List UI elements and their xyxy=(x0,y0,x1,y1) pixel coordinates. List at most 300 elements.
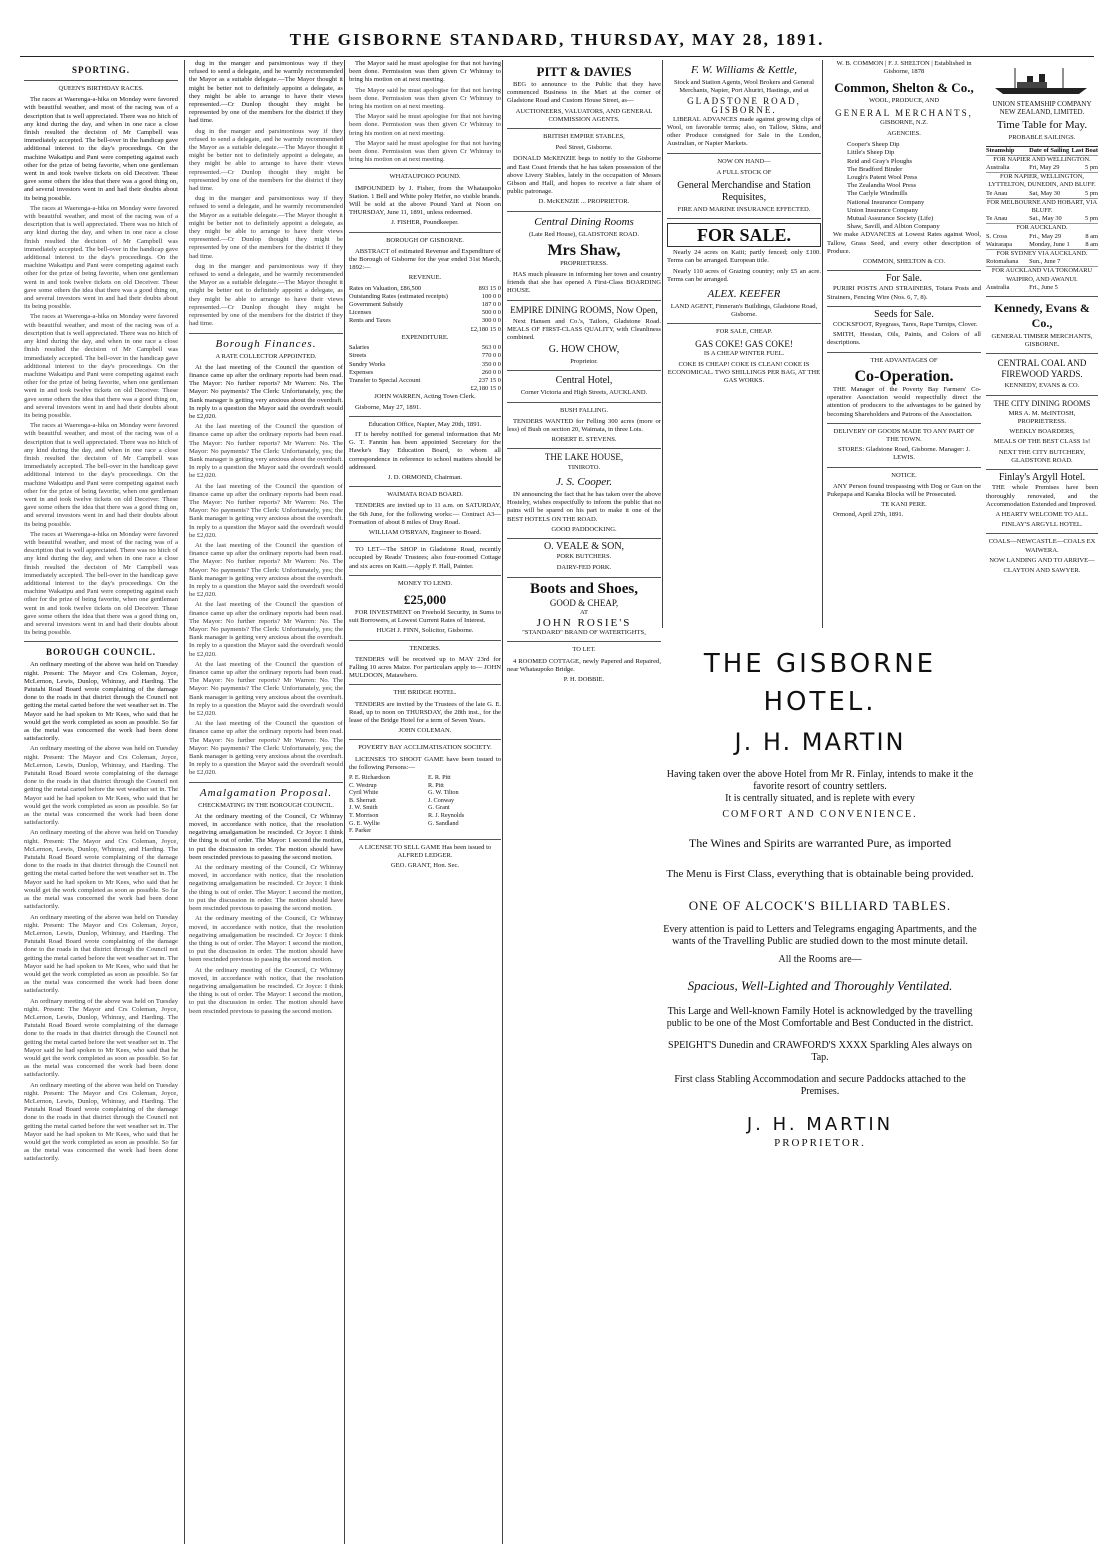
licensee-name: C. Westrup xyxy=(349,781,377,789)
licensee-name: B. Sherratt xyxy=(349,796,376,804)
finlay-argyll-sig: FINLAY'S ARGYLL HOTEL. xyxy=(1001,521,1083,529)
gisborne-nz: GISBORNE, N.Z. xyxy=(880,118,928,126)
divider xyxy=(189,333,343,334)
finance-article-cont3: At the last meeting of the Council the question of finance came up after the ordinary reports had been read. The Mayor: No further reports? Mr Warren: No. The Mayor: No payments? The Clerk: Unfortunately, yes; the Bank manager is getting very anxious about the overdraft. In reply to a question the Mayor said the overdraft would be £2,020. xyxy=(189,541,343,599)
williams-kettle-sub: Stock and Station Agents, Wool Brokers and General Merchants, Napier, Port Ahuriri, Hastings, and at xyxy=(674,79,814,95)
divider xyxy=(667,218,821,219)
divider xyxy=(986,395,1098,396)
licensee-name: R. Pitt xyxy=(428,781,444,789)
sailings-header-cell: Last Boat xyxy=(1071,146,1098,154)
hotel-attention: Every attention is paid to Letters and Telegrams engaging Apartments, and the wants of the Travelling Public are studied down to the most minute detail. xyxy=(663,924,977,947)
lake-house-location: TINIROTO. xyxy=(567,463,601,471)
sailing-row-cell: 8 am xyxy=(1085,240,1098,248)
sailing-row-cell: 5 pm xyxy=(1085,215,1098,223)
agency-item: Union Insurance Company xyxy=(847,206,919,214)
sailing-row-cell: S. Cross xyxy=(986,232,1008,240)
agency-item: The Zealandia Wool Press xyxy=(847,182,917,190)
revenue-row-cell: 300 0 0 xyxy=(481,317,501,325)
probable-sailings: PROBABLE SAILINGS. xyxy=(1008,134,1076,142)
column-7 xyxy=(982,60,1098,1544)
licensee-name: G. Sandland xyxy=(428,819,459,827)
now-on-hand: NOW ON HAND— xyxy=(717,157,771,165)
for-sale-cheap: FOR SALE, CHEAP. xyxy=(716,328,772,336)
agency-item: Lough's Patent Wool Press xyxy=(847,174,918,182)
ormond-date: Ormond, April 27th, 1891. xyxy=(833,511,904,519)
stevens-signature: ROBERT E. STEVENS. xyxy=(551,436,617,444)
cooperation-heading: Co-Operation. xyxy=(854,367,954,385)
amalgamation-article-cont2: At the ordinary meeting of the Council, Cr Whinray moved, in accordance with notice, that the resolution negativing amalgamation be rescinded. Cr Joyce: I think the thing is out of order. The Mayor: I second the motion, to put the discussion in order. The motion should have been rescinded previous to passing the second motion. xyxy=(189,915,343,964)
cooper-name: J. S. Cooper. xyxy=(556,475,612,488)
sailing-row-cell xyxy=(1072,258,1098,267)
licensee-name: Cyril White xyxy=(349,789,379,797)
sailing-row-cell: Sat., May 30 xyxy=(1029,215,1062,223)
expenditure-row-cell: Transfer to Special Account xyxy=(349,376,421,384)
keefer-sub: LAND AGENT, Finneran's Buildings, Gladstone Road, Gisborne. xyxy=(670,303,818,319)
revenue-row-cell: Outstanding Rates (estimated receipts) xyxy=(349,292,448,300)
licensee-name: R. J. Reynolds xyxy=(428,811,465,819)
divider xyxy=(667,153,821,154)
dining-rooms-address: (Late Red House), GLADSTONE ROAD. xyxy=(528,230,639,238)
finance-article-cont2: At the last meeting of the Council the question of finance came up after the ordinary reports had been read. The Mayor: No further reports? Mr Warren: No. The Mayor: No payments? The Clerk: Unfortunately, yes; the Bank manager is getting very anxious about the overdraft. In reply to a question the Mayor said the overdraft would be £2,020. xyxy=(189,482,343,539)
mckenzie-signature: D. McKENZIE ... PROPRIETOR. xyxy=(538,198,630,206)
revenue-row-cell: Government Subsidy xyxy=(349,301,404,309)
borough-article-cont5: An ordinary meeting of the above was held on Tuesday night. Present: The Mayor and Crs Coleman, Joyce, McLernon, Lewis, Dunlop, Whinray, and Harding. The Patutahi Road Board wrote complaining of the damage done to the roads in that district through the Council not getting the metal carted before the wet weather set in. The Mayor said he had spoken to Mr Kees, who said that he would get the work completed as soon as possible. So far as the metal was concerned the work had been done satisfactorily. xyxy=(24,1081,178,1163)
agency-item: Cooper's Sheep Dip xyxy=(847,141,900,149)
revenue-row xyxy=(349,309,501,317)
masthead: THE GISBORNE STANDARD, THURSDAY, MAY 28, 1891. xyxy=(289,30,825,49)
gas-coke-sub: IS A CHEAP WINTER FUEL. xyxy=(703,349,785,357)
education-office: Education Office, Napier, May 20th, 1891. xyxy=(368,420,482,428)
sailings-header-cell: Steamship xyxy=(986,146,1015,154)
bridge-hotel-heading: THE BRIDGE HOTEL. xyxy=(393,689,457,697)
licensee-name: J. W. Smith xyxy=(349,804,378,812)
revenue-row-cell: 100 0 0 xyxy=(481,292,501,300)
revenue-row-cell: 187 0 0 xyxy=(481,301,501,309)
standard-brand: "STANDARD" BRAND OF WATERTIGHTS, xyxy=(522,629,646,637)
dining-rooms-heading: Central Dining Rooms xyxy=(534,215,634,228)
sailing-row xyxy=(986,250,1098,259)
agency-item: The Bradford Binder xyxy=(847,165,903,173)
bridge-hotel-notice: TENDERS are invited by the Trustees of the late G. E. Read, up to noon on THURSDAY, the 28th inst., for the lease of the Bridge Hotel for a term of Seven Years. xyxy=(349,700,501,724)
gas-coke-text: COKE IS CHEAP! COKE IS CLEAN! COKE IS ECONOMICAL. TWO SHILLINGS PER BAG, AT THE GAS WORKS. xyxy=(667,361,821,385)
te-kani-pere: TE KANI PERE. xyxy=(881,501,927,509)
revenue-table xyxy=(349,285,501,334)
expenditure-row-cell: Sundry Works xyxy=(349,360,386,368)
seeds-heading: Seeds for Sale. xyxy=(874,308,934,320)
for-sale-heading: For Sale. xyxy=(885,273,923,285)
agency-item: Reid and Gray's Ploughs xyxy=(847,157,913,165)
divider xyxy=(349,232,501,233)
finance-article-cont6: At the last meeting of the Council the question of finance came up after the ordinary reports had been read. The Mayor: No further reports? Mr Warren: No. The Mayor: No payments? The Clerk: Unfortunately, yes; the Bank manager is getting very anxious about the overdraft. In reply to a question the Mayor said the overdraft would be £2,020. xyxy=(189,720,343,777)
divider xyxy=(24,641,178,642)
divider xyxy=(507,577,661,578)
common-shelton-names: W. B. COMMON | F. J. SHELTON | Established in Gisborne, 1878 xyxy=(836,60,972,76)
to-let-notice: TO LET—The SHOP in Gladstone Road, recently occupied by Reads' Trustees; also four-roomed Cottage and six acres on Kaiti.—Apply F. Hall, Painter. xyxy=(349,546,501,570)
council-article-cont3: dug in the manger and parsimonious way if they refused to send a delegate, and he warmly recommended the Mayor as a suitable delegate.—The Mayor thought it might be better not to definitely appoint a delegate, as they might be able to arrange to have their views represented.—Cr Dunlop thought they might be represented by one of the members for the district if they had time. xyxy=(189,262,343,328)
sailing-row xyxy=(986,215,1098,224)
divider xyxy=(349,168,501,169)
mayor-article-cont2: The Mayor said he must apologise for that not having been done. Permission was then given Cr Whinray to bring his motion on at next meeting. xyxy=(349,113,501,137)
fire-marine: FIRE AND MARINE INSURANCE EFFECTED. xyxy=(677,206,811,214)
checkmating-heading: CHECKMATING IN THE BOROUGH COUNCIL. xyxy=(198,801,334,809)
sailing-row xyxy=(986,224,1098,233)
tenders-heading: TENDERS. xyxy=(409,644,441,652)
hotel-title: THE GISBORNE HOTEL. xyxy=(703,649,937,717)
finance-article-cont5: At the last meeting of the Council the question of finance came up after the ordinary reports had been read. The Mayor: No further reports? Mr Warren: No. The Mayor: No payments? The Clerk: Unfortunately, yes; the Bank manager is getting very anxious about the overdraft. In reply to a question the Mayor said the overdraft would be £2,020. xyxy=(189,660,343,718)
divider xyxy=(349,575,501,576)
sailing-row xyxy=(986,267,1098,284)
divider xyxy=(24,80,178,81)
amalgamation-heading: Amalgamation Proposal. xyxy=(199,786,333,799)
paddocking: GOOD PADDOCKING. xyxy=(551,525,617,533)
bush-falling-heading: BUSH FALLING. xyxy=(560,406,608,414)
central-hotel-address: Corner Victoria and High Streets, AUCKLAND. xyxy=(520,389,648,397)
tenders-notice: TENDERS will be received up to MAY 23rd for Falling 10 acres Maize. For particulars apply to— JOHN MULDOON, Matawhero. xyxy=(349,655,501,680)
races-article-cont: The races at Waerenga-a-hika on Monday were favored with beautiful weather, and most of the racing was of a description that is well appreciated. There was no hitch of any kind during the day, and when in one race a close finish resulted the decision of Mr Campbell was immediately accepted. The bell-over in the handicap gave additional interest to the day's proceedings. On the machine Wakatipu and Pani were competing against each other for the prize of being favorite, when one gentleman went in and took twelve tickets on old Deceiver. These gave some others the idea that there was a good thing on, and several investors went in and had their doubts about its being possible. xyxy=(24,204,178,311)
mayor-article: The Mayor said he must apologise for that not having been done. Permission was then given Cr Whinray to bring his motion on at next meeting. xyxy=(349,60,501,84)
borough-article-cont3: An ordinary meeting of the above was held on Tuesday night. Present: The Mayor and Crs Coleman, Joyce, McLernon, Lewis, Dunlop, Whinray, and Harding. The Patutahi Road Board wrote complaining of the damage done to the roads in that district through the Council not getting the metal carted before the wet weather set in. The Mayor said he had spoken to Mr Kees, who said that he would get the work completed as soon as possible. So far as the metal was concerned the work had been done satisfactorily. xyxy=(24,913,178,995)
revenue-heading: REVENUE. xyxy=(408,274,442,282)
gas-coke: GAS COKE! GAS COKE! xyxy=(695,338,793,349)
divider xyxy=(349,839,501,840)
sailing-row xyxy=(986,155,1098,164)
steamship-icon xyxy=(987,64,1097,98)
revenue-row xyxy=(349,317,501,325)
sailing-row-cell: Wairarapa xyxy=(986,240,1013,248)
column-4 xyxy=(502,60,661,1544)
races-article: The races at Waerenga-a-hika on Monday were favored with beautiful weather, and most of the racing was of a description that is well appreciated. There was no hitch of any kind during the day, and when in one race a close finish resulted the decision of Mr Campbell was immediately accepted. The bell-over in the handicap gave additional interest to the day's proceedings. On the machine Wakatipu and Pani were competing against each other for the prize of being favorite, when one gentleman went in and took twelve tickets on old Deceiver. These gave some others the idea that there was a good thing on, and several investors went in and had their doubts about its being possible. xyxy=(24,96,178,202)
mcintosh: MRS A. M. McINTOSH, PROPRIETRESS. xyxy=(1008,409,1076,426)
hotel-proprietor-title: PROPRIETOR. xyxy=(774,1137,866,1149)
notice-heading: NOTICE. xyxy=(891,471,917,479)
money-amount: £25,000 xyxy=(403,591,447,607)
expenditure-row-cell: Salaries xyxy=(349,344,370,352)
divider xyxy=(507,538,661,539)
boots-at: AT xyxy=(579,608,589,616)
divider xyxy=(827,306,981,307)
hotel-comfort: COMFORT AND CONVENIENCE. xyxy=(722,809,918,820)
sailing-row-cell: Fri., May 29 xyxy=(1029,232,1062,240)
stores-text: STORES: Gladstone Road, Gisborne. Manager: J. LEWIS. xyxy=(837,446,971,462)
divider xyxy=(349,486,501,487)
divider xyxy=(827,423,981,424)
divider xyxy=(507,300,661,301)
mayor-article-cont3: The Mayor said he must apologise for that not having been done. Permission was then given Cr Whinray to bring his motion on at next meeting. xyxy=(349,139,501,164)
sailing-row-cell: Australia xyxy=(986,283,1010,291)
waimata-notice: TENDERS are invited up to 11 a.m. on SATURDAY, the 6th June, for the following works:— Contract A3—Formation of about 8 miles of Dray Road. xyxy=(349,502,501,526)
divider xyxy=(349,416,501,417)
licensee-list xyxy=(349,774,501,835)
licensee-name: F. Parker xyxy=(349,827,372,835)
hotel-intro: Having taken over the above Hotel from Mr R. Finlay, intends to make it the favorite resort of country settlers. xyxy=(666,769,974,792)
cooperation-text: THE Manager of the Poverty Bay Farmers' Co-operative Association would respectfully direct the attention of producers to the advantages to be gained by becoming Shareholders and Patrons of the Association. xyxy=(827,385,981,418)
rate-collector-heading: A RATE COLLECTOR APPOINTED. xyxy=(215,352,317,360)
expenditure-row xyxy=(349,377,501,385)
lake-house-heading: THE LAKE HOUSE, xyxy=(544,452,624,463)
for-sale-heading: FOR SALE. xyxy=(667,223,821,247)
sailing-row-cell: Monday, June 1 xyxy=(1029,240,1070,248)
column-1 xyxy=(24,60,178,1544)
expenditure-row-cell xyxy=(349,385,456,393)
sailing-row-cell: 5 pm xyxy=(1085,189,1098,197)
sailing-row-heading: FOR NAPIER, WELLINGTON, LYTTELTON, DUNEDIN, AND BLUFF. xyxy=(986,173,1098,190)
revenue-row xyxy=(349,326,501,334)
licensee-name: E. R. Pitt xyxy=(428,774,451,782)
grant-signature: GEO. GRANT, Hon. Sec. xyxy=(390,862,460,870)
agency-item: Shaw, Savill, and Albion Company xyxy=(847,223,940,231)
city-dining-rooms: THE CITY DINING ROOMS xyxy=(993,398,1091,408)
borough-council-heading: BOROUGH COUNCIL. xyxy=(45,647,156,658)
races-article-cont2: The races at Waerenga-a-hika on Monday were favored with beautiful weather, and most of the racing was of a description that is well appreciated. There was no hitch of any kind during the day, and when in one race a close finish resulted the decision of Mr Campbell was immediately accepted. The bell-over in the handicap gave additional interest to the day's proceedings. On the machine Wakatipu and Pani were competing against each other for the prize of being favorite, when one gentleman went in and took twelve tickets on old Deceiver. These gave some others the idea that there was a good thing on, and several investors went in and had their doubts about its being possible. xyxy=(24,313,178,419)
sailing-row xyxy=(986,258,1098,267)
revenue-row-cell: Licenses xyxy=(349,309,372,317)
expenditure-row-cell: £2,180 15 0 xyxy=(470,385,501,393)
hotel-stabling: First class Stabling Accommodation and secure Paddocks attached to the Premises. xyxy=(674,1074,966,1097)
stables-text: DONALD McKENZIE begs to notify to the Gisborne and East Coast friends that he has taken possession of the above Livery Stables, lately in the occupation of Messrs Gibson and Hall, and hopes to receive a fair share of public patronage. xyxy=(507,155,661,196)
licensee-name: G. W. Tilton xyxy=(428,789,459,797)
borough-finances-heading: Borough Finances. xyxy=(215,337,317,350)
pitt-davies-heading: PITT & DAVIES xyxy=(536,64,632,79)
hotel-family: This Large and Well-known Family Hotel is acknowledged by the travelling public to be one of the Most Comfortable and Best Conducted in the district. xyxy=(666,1006,974,1029)
boots-sub: GOOD & CHEAP, xyxy=(549,597,619,608)
borough-of-gisborne-heading: BOROUGH OF GISBORNE. xyxy=(386,236,464,244)
divider xyxy=(827,467,981,468)
hotel-spacious: Spacious, Well-Lighted and Thoroughly Ventilated. xyxy=(687,978,953,993)
column-6 xyxy=(822,60,981,628)
john-rosie: JOHN ROSIE'S xyxy=(536,616,632,629)
revenue-row-cell: Rates on Valuation, £86,500 xyxy=(349,284,422,292)
hotel-proprietor-name: J. H. MARTIN xyxy=(734,728,906,756)
divider xyxy=(507,402,661,403)
now-landing: NOW LANDING AND TO ARRIVE— xyxy=(989,556,1095,564)
sailing-row-cell: Fri, May 29 xyxy=(1029,164,1060,172)
council-article-cont: dug in the manger and parsimonious way if they refused to send a delegate, and he warmly recommended the Mayor as a suitable delegate.—The Mayor thought it might be better not to definitely appoint a delegate, as they might be able to arrange to have their views represented.—Cr Dunlop thought they might be represented by one of the members for the district if they had time. xyxy=(189,127,343,193)
column-2 xyxy=(184,60,343,1544)
sailing-row xyxy=(986,198,1098,215)
hearty-welcome: A HEARTY WELCOME TO ALL. xyxy=(995,510,1089,518)
expenditure-row xyxy=(349,352,501,360)
expenditure-row xyxy=(349,344,501,352)
borough-article: An ordinary meeting of the above was held on Tuesday night. Present: The Mayor and Crs Coleman, Joyce, McLernon, Lewis, Dunlop, Whinray, and Harding. The Patutahi Road Board wrote complaining of the damage done to the roads in that district through the Council not getting the metal carted before the wet weather set in. The Mayor said he had spoken to Mr Kees, who said that he would get the work completed as soon as possible. So far as the metal was concerned the work had been done satisfactorily. xyxy=(24,661,178,743)
delivery-text: DELIVERY OF GOODS MADE TO ANY PART OF THE TOWN. xyxy=(833,427,975,443)
central-hotel-heading: Central Hotel, xyxy=(555,375,613,387)
how-chow-proprietor: Proprietor. xyxy=(570,358,598,366)
gladstone-road: GLADSTONE ROAD, GISBORNE. xyxy=(687,96,801,115)
agency-list xyxy=(827,141,981,231)
sailing-row-cell: 8 am xyxy=(1085,232,1098,240)
divider xyxy=(349,640,501,641)
column-5 xyxy=(662,60,821,628)
wool-produce: WOOL, PRODUCE, AND xyxy=(868,97,940,105)
licensee-name: P. E. Richardson xyxy=(349,774,390,782)
auctioneers-text: AUCTIONEERS, VALUATORS, AND GENERAL COMMISSION AGENTS. xyxy=(515,107,653,123)
mayor-article-cont: The Mayor said he must apologise for that not having been done. Permission was then given Cr Whinray to bring his motion on at next meeting. xyxy=(349,86,501,111)
general-merchants: GENERAL MERCHANTS, xyxy=(835,107,973,118)
divider xyxy=(986,533,1098,534)
council-article: dug in the manger and parsimonious way if they refused to send a delegate, and he warmly recommended the Mayor as a suitable delegate.—The Mayor thought it might be better not to definitely appoint a delegate, as they might be able to arrange to have their views represented.—Cr Dunlop thought they might be represented by one of the members for the district if they had time. xyxy=(189,60,343,125)
expenditure-table xyxy=(349,344,501,393)
sailing-row-cell: Te Anau xyxy=(986,215,1008,223)
sailing-row xyxy=(986,241,1098,250)
expenditure-row xyxy=(349,385,501,393)
gisborne-hotel-ad xyxy=(662,645,978,1149)
amalgamation-article-cont: At the ordinary meeting of the Council, Cr Whinray moved, in accordance with notice, that the resolution negativing amalgamation be rescinded. Cr Joyce: I think the thing is out of order. The Mayor: I second the motion, to put the discussion in order. The motion should have been rescinded previous to passing the second motion. xyxy=(189,864,343,913)
veale-heading: O. VEALE & SON, xyxy=(543,540,625,552)
acclimatisation-heading: POVERTY BAY ACCLIMATISATION SOCIETY. xyxy=(358,744,492,752)
council-article-cont2: dug in the manger and parsimonious way if they refused to send a delegate, and he warmly recommended the Mayor as a suitable delegate.—The Mayor thought it might be better not to definitely appoint a delegate, as they might be able to arrange to have their views represented.—Cr Dunlop thought they might be represented by one of the members for the district if they had time. xyxy=(189,195,343,260)
agencies-heading: AGENCIES. xyxy=(887,130,921,138)
revenue-row-cell: £2,180 15 0 xyxy=(470,325,501,333)
licensee-name: G. Grant xyxy=(428,804,450,812)
finn-signature: HUGH J. FINN, Solicitor, Gisborne. xyxy=(376,627,474,635)
races-heading: QUEEN'S BIRTHDAY RACES. xyxy=(58,85,144,92)
liberal-advances: LIBERAL ADVANCES made against growing clips of Wool, on favorable terms; also, on Tallow, Skins, and other Produce consigned for Sale in the London, Australian, or Napier Markets. xyxy=(667,115,821,148)
divider xyxy=(349,739,501,740)
revenue-row-cell: 893 15 0 xyxy=(478,284,501,292)
amalgamation-article-cont3: At the ordinary meeting of the Council, Cr Whinray moved, in accordance with notice, that the resolution negativing amalgamation be rescinded. Cr Joyce: I think the thing is out of order. The Mayor: I second the motion, to put the discussion in order. The motion should have been rescinded previous to passing the second motion. xyxy=(189,966,343,1015)
coals-heading: COALS—NEWCASTLE—COALS EX WAIWERA. xyxy=(988,538,1096,554)
borough-article-cont: An ordinary meeting of the above was held on Tuesday night. Present: The Mayor and Crs Coleman, Joyce, McLernon, Lewis, Dunlop, Whinray, and Harding. The Patutahi Road Board wrote complaining of the damage done to the roads in that district through the Council not getting the metal carted before the wet weather set in. The Mayor said he had spoken to Mr Kees, who said that he would get the work completed as soon as possible. So far as the metal was concerned the work had been done satisfactorily. xyxy=(24,745,178,827)
keefer-name: ALEX. KEEFER xyxy=(707,288,781,301)
revenue-row xyxy=(349,301,501,309)
pork-butchers: PORK BUTCHERS. xyxy=(556,553,612,561)
sailing-row-cell xyxy=(1072,284,1098,292)
sailing-row-cell: Sat, May 30 xyxy=(1029,189,1061,197)
borough-article-cont2: An ordinary meeting of the above was held on Tuesday night. Present: The Mayor and Crs Coleman, Joyce, McLernon, Lewis, Dunlop, Whinray, and Harding. The Patutahi Road Board wrote complaining of the damage done to the roads in that district through the Council not getting the metal carted before the wet weather set in. The Mayor said he had spoken to Mr Kees, who said that he would get the work completed as soon as possible. So far as the metal was concerned the work had been done satisfactorily. xyxy=(24,829,178,911)
expenditure-row xyxy=(349,361,501,369)
pound-signature: J. FISHER, Poundkeeper. xyxy=(391,219,459,227)
races-article-cont4: The races at Waerenga-a-hika on Monday were favored with beautiful weather, and most of the racing was of a description that is well appreciated. There was no hitch of any kind during the day, and when in one race a close finish resulted the decision of Mr Campbell was immediately accepted. The bell-over in the handicap gave additional interest to the day's proceedings. On the machine Wakatipu and Pani were competing against each other for the prize of being favorite, when one gentleman went in and took twelve tickets on old Deceiver. These gave some others the idea that there was a good thing on, and several investors went in and had their doubts about its being possible. xyxy=(24,530,178,637)
revenue-row-cell: Rents and Taxes xyxy=(349,317,391,325)
proprietress: PROPRIETRESS. xyxy=(560,259,608,267)
ormond-signature: J. D. ORMOND, Chairman. xyxy=(387,473,463,481)
divider xyxy=(827,270,981,271)
hotel-ales: SPEIGHT'S Dunedin and CRAWFORD'S XXXX Sparkling Ales always on Tap. xyxy=(668,1040,972,1063)
divider xyxy=(507,211,661,212)
sailing-row-cell: Fri., June 5 xyxy=(1029,283,1058,291)
expenditure-row-cell: 563 0 0 xyxy=(481,344,501,352)
bush-falling-text: TENDERS WANTED for Felling 300 acres (more or less) of Bush on section 20, Waimata, in three Lots. xyxy=(507,417,661,434)
sailing-row-heading: FOR NAPIER AND WELLINGTON. xyxy=(986,155,1098,164)
town-clerk-date: Gisborne, May 27, 1891. xyxy=(355,403,421,411)
borough-article-cont4: An ordinary meeting of the above was held on Tuesday night. Present: The Mayor and Crs Coleman, Joyce, McLernon, Lewis, Dunlop, Whinray, and Harding. The Patutahi Road Board wrote complaining of the damage done to the roads in that district through the Council not getting the metal carted before the wet weather set in. The Mayor said he had spoken to Mr Kees, who said that he would get the work completed as soon as possible. So far as the metal was concerned the work had been done satisfactorily. xyxy=(24,997,178,1079)
sailing-row-cell: Te Anau xyxy=(986,189,1008,197)
sailing-row-cell: Australia xyxy=(986,164,1010,172)
sailing-row-cell: 5 pm xyxy=(1085,164,1098,172)
expenditure-row-cell: Expenses xyxy=(349,368,374,376)
coleman-signature: JOHN COLEMAN. xyxy=(398,727,452,735)
sailing-row-heading: FOR AUCKLAND VIA TOKOMARU WAIPIRO, AND AWANUI. xyxy=(986,267,1098,284)
races-article-cont3: The races at Waerenga-a-hika on Monday were favored with beautiful weather, and most of the racing was of a description that is well appreciated. There was no hitch of any kind during the day, and when in one race a close finish resulted the decision of Mr Campbell was immediately accepted. The bell-over in the handicap gave additional interest to the day's proceedings. On the machine Wakatipu and Pani were competing against each other for the prize of being favorite, when one gentleman went in and took twelve tickets on old Deceiver. These gave some others the idea that there was a good thing on, and several investors went in and had their doubts about its being possible. xyxy=(24,422,178,528)
common-shelton-sig: COMMON, SHELTON & CO. xyxy=(862,258,946,266)
money-heading: MONEY TO LEND. xyxy=(397,579,453,587)
dairy-fed-pork: DAIRY-FED PORK. xyxy=(556,564,612,572)
revenue-row xyxy=(349,293,501,301)
town-clerk-signature: JOHN WARREN, Acting Town Clerk. xyxy=(374,393,476,401)
sailing-row xyxy=(986,190,1098,199)
sailing-row xyxy=(986,164,1098,173)
advantages-heading: THE ADVANTAGES OF xyxy=(870,356,938,364)
mrs-shaw: Mrs Shaw, xyxy=(547,241,621,259)
agency-item: Little's Sheep Dip xyxy=(847,149,895,157)
advances-text: We make ADVANCES at Lowest Rates against Wool, Tallow, Grass Seed, and every other description of Produce. xyxy=(827,231,981,255)
finance-article: At the last meeting of the Council the question of finance came up after the ordinary reports had been read. The Mayor: No further reports? Mr Warren: No. The Mayor: No payments? The Clerk: Unfortunately, yes; the Bank manager is getting very anxious about the overdraft. In reply to a question the Mayor said the overdraft would be £2,020. xyxy=(189,363,343,420)
divider xyxy=(189,782,343,783)
for-sale-text: Nearly 24 acres on Kaiti; partly fenced; only £100. Terms can be arranged. European title. xyxy=(667,249,821,265)
cocksfoot-text: COCKSFOOT, Ryegrass, Tares, Rape Turnips, Clover. xyxy=(833,321,978,329)
divider xyxy=(667,323,821,324)
shaw-text: HAS much pleasure in informing her town and country friends that she has opened A First-Class BOARDING HOUSE. xyxy=(507,271,661,295)
kennedy-evans-sig: KENNEDY, EVANS & CO. xyxy=(1004,382,1080,390)
divider xyxy=(507,128,661,129)
amalgamation-article: At the ordinary meeting of the Council, Cr Whinray moved, in accordance with notice, that the resolution negativing amalgamation be rescinded. Cr Joyce: I think the thing is out of order. The Mayor: I second the motion, to put the discussion in order. The motion should have been rescinded previous to passing the second motion. xyxy=(189,812,343,861)
sailing-row xyxy=(986,233,1098,241)
sailings-header-cell: Date of Sailing xyxy=(1029,146,1070,154)
expenditure-row-cell: Streets xyxy=(349,352,367,360)
dobbie-signature: P. H. DOBBIE. xyxy=(563,675,605,683)
kennedy-sub: GENERAL TIMBER MERCHANTS, GISBORNE. xyxy=(991,333,1093,349)
expenditure-row-cell: 350 0 0 xyxy=(481,360,501,368)
game-license-notice: A LICENSE TO SELL GAME Has been issued to ALFRED LEDGER. xyxy=(358,843,492,859)
stables-address: Peel Street, Gisborne. xyxy=(555,144,613,152)
sailings-header-row xyxy=(986,146,1098,155)
clayton-sawyer: CLAYTON AND SAWYER. xyxy=(1003,566,1081,574)
divider xyxy=(507,448,661,449)
pound-notice: IMPOUNDED by J. Fisher, from the Whataupoko Station. 1 Bell and White poley Heifer, no visible brands. Will be sold at the above Pound Yard at Noon on THURSDAY, June 11, 1891, unless redeemed. xyxy=(349,184,501,217)
revenue-row xyxy=(349,285,501,293)
cooper-text: IN announcing the fact that he has taken over the above Hostelry, wishes respectfully to inform the public that no pains will be spared on his part to make it one of the BEST HOTELS ON THE ROAD. xyxy=(507,490,661,523)
education-notice: IT is hereby notified for general information that Mr G. T. Fannin has been appointed Secretary for the Hawke's Bay Education Board, to whom all correspondence in reference to school matters should be addressed. xyxy=(349,430,501,471)
sailing-row-cell: Rotomahana xyxy=(986,258,1019,266)
hotel-intro-2: It is centrally situated, and is replete with every xyxy=(725,793,915,804)
finance-article-cont: At the last meeting of the Council the question of finance came up after the ordinary reports had been read. The Mayor: No further reports? Mr Warren: No. The Mayor: No payments? The Clerk: Unfortunately, yes; the Bank manager is getting very anxious about the overdraft. In reply to a question the Mayor said the overdraft would be £2,020. xyxy=(189,423,343,480)
obryan-signature: WILLIAM O'BRYAN, Engineer to Board. xyxy=(368,528,482,536)
revenue-row-cell: 500 0 0 xyxy=(481,309,501,317)
argyll-hotel-heading: Finlay's Argyll Hotel. xyxy=(998,472,1086,484)
central-coal: CENTRAL COAL AND FIREWOOD YARDS. xyxy=(997,358,1087,380)
argyll-text: THE whole Premises have been thoroughly renovated, and the Accommodation Extended and Improved. xyxy=(986,484,1098,508)
sporting-heading: SPORTING. xyxy=(72,65,130,75)
hotel-wines: The Wines and Spirits are warranted Pure, as imported xyxy=(688,836,952,850)
expenditure-row-cell: 770 0 0 xyxy=(481,352,501,360)
sailing-row-heading: FOR SYDNEY VIA AUCKLAND. xyxy=(986,250,1098,259)
next-city-butchery: NEXT THE CITY BUTCHERY, GLADSTONE ROAD. xyxy=(998,448,1086,464)
licenses-text: LICENSES TO SHOOT GAME have been issued to the following Persons:— xyxy=(349,755,501,771)
kennedy-evans-heading: Kennedy, Evans & Co., xyxy=(994,301,1090,331)
hotel-signature: J. H. MARTIN xyxy=(746,1114,894,1135)
stables-heading: BRITISH EMPIRE STABLES, xyxy=(543,133,625,141)
to-let-heading: TO LET. xyxy=(572,646,596,654)
merchandise-heading: General Merchandise and Station Requisites, xyxy=(677,180,811,204)
agency-item: Mutual Assurance Society (Life) xyxy=(847,215,934,223)
money-text: FOR INVESTMENT on Freehold Security, in Sums to suit Borrowers, at Lowest Current Rates of Interest. xyxy=(349,608,501,625)
revenue-row-cell xyxy=(349,326,465,334)
sailing-row-cell: Sun., June 7 xyxy=(1029,258,1061,266)
pound-heading: WHATAUPOKO POUND. xyxy=(389,173,461,181)
how-chow: G. HOW CHOW, xyxy=(548,344,620,356)
expenditure-row-cell: 260 0 0 xyxy=(481,368,501,376)
time-table-heading: Time Table for May. xyxy=(996,119,1088,132)
waimata-heading: WAIMATA ROAD BOARD. xyxy=(387,491,463,499)
divider xyxy=(986,296,1098,297)
expenditure-row xyxy=(349,369,501,377)
agency-item: The Carlyle Windmills xyxy=(847,190,908,198)
column-3 xyxy=(344,60,501,1544)
licensee-name: G. E. Wyllie xyxy=(349,819,380,827)
for-sale-text-2: Nearly 110 acres of Grazing country; only £5 an acre. Terms can be arranged. xyxy=(667,267,821,283)
sailing-row-heading: FOR MELBOURNE AND HOBART, VIA BLUFF. xyxy=(986,198,1098,215)
boots-heading: Boots and Shoes, xyxy=(530,580,638,597)
